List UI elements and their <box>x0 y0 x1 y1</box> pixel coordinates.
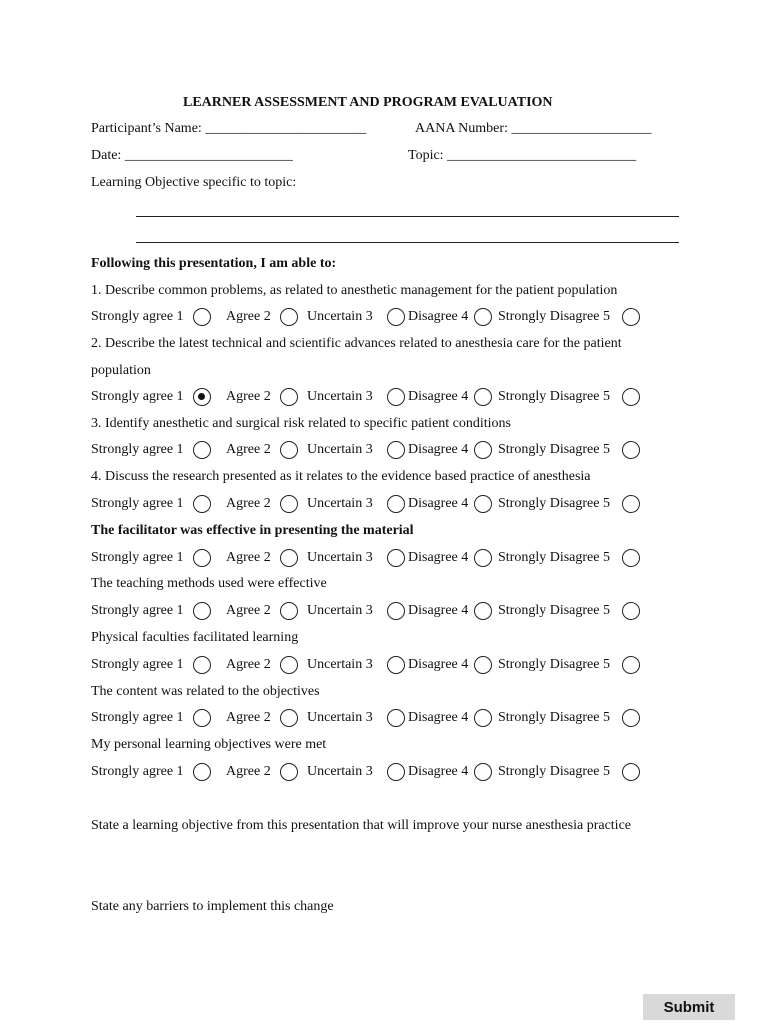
agree-radio[interactable] <box>280 709 298 727</box>
date-label: Date: <box>91 148 125 163</box>
strongly-agree-radio[interactable] <box>193 709 211 727</box>
agree-radio[interactable] <box>280 549 298 567</box>
strongly-disagree-radio[interactable] <box>622 308 640 326</box>
strongly-agree-radio[interactable] <box>193 441 211 459</box>
uncertain-label: Uncertain 3 <box>307 764 373 779</box>
participant-name-label: Participant’s Name: <box>91 121 206 136</box>
agree-label: Agree 2 <box>226 764 271 779</box>
strongly-agree-radio[interactable] <box>193 549 211 567</box>
disagree-radio[interactable] <box>474 709 492 727</box>
strongly-disagree-label: Strongly Disagree 5 <box>498 603 610 618</box>
disagree-label: Disagree 4 <box>408 442 469 457</box>
disagree-label: Disagree 4 <box>408 496 469 511</box>
strongly-agree-radio[interactable] <box>193 308 211 326</box>
aana-number-label: AANA Number: <box>415 121 512 136</box>
disagree-label: Disagree 4 <box>408 389 469 404</box>
uncertain-label: Uncertain 3 <box>307 389 373 404</box>
disagree-radio[interactable] <box>474 308 492 326</box>
strongly-agree-label: Strongly agree 1 <box>91 764 184 779</box>
disagree-label: Disagree 4 <box>408 309 469 324</box>
strongly-disagree-radio[interactable] <box>622 549 640 567</box>
strongly-agree-label: Strongly agree 1 <box>91 442 184 457</box>
date-field[interactable] <box>91 148 293 164</box>
disagree-radio[interactable] <box>474 656 492 674</box>
agree-label: Agree 2 <box>226 710 271 725</box>
topic-field[interactable] <box>408 148 636 164</box>
strongly-disagree-label: Strongly Disagree 5 <box>498 657 610 672</box>
strongly-disagree-label: Strongly Disagree 5 <box>498 442 610 457</box>
aana-number-blank[interactable]: ____________________ <box>511 121 652 136</box>
strongly-disagree-label: Strongly Disagree 5 <box>498 550 610 565</box>
disagree-radio[interactable] <box>474 763 492 781</box>
agree-radio[interactable] <box>280 308 298 326</box>
question-text: 4. Discuss the research presented as it relates to the evidence based practice of anesthesia <box>91 469 591 484</box>
strongly-agree-label: Strongly agree 1 <box>91 603 184 618</box>
strongly-disagree-label: Strongly Disagree 5 <box>498 710 610 725</box>
strongly-disagree-radio[interactable] <box>622 388 640 406</box>
topic-label: Topic: <box>408 148 448 163</box>
strongly-agree-label: Strongly agree 1 <box>91 550 184 565</box>
learning-objective-label: Learning Objective specific to topic: <box>91 175 297 190</box>
agree-label: Agree 2 <box>226 309 271 324</box>
strongly-agree-label: Strongly agree 1 <box>91 710 184 725</box>
agree-radio[interactable] <box>280 441 298 459</box>
uncertain-radio[interactable] <box>387 495 405 513</box>
uncertain-radio[interactable] <box>387 549 405 567</box>
question-text: Physical faculties facilitated learning <box>91 630 299 645</box>
uncertain-radio[interactable] <box>387 308 405 326</box>
question-text: The facilitator was effective in presenting the material <box>91 523 414 538</box>
uncertain-radio[interactable] <box>387 388 405 406</box>
question-text: My personal learning objectives were met <box>91 737 327 752</box>
strongly-disagree-radio[interactable] <box>622 441 640 459</box>
agree-label: Agree 2 <box>226 496 271 511</box>
strongly-disagree-radio[interactable] <box>622 602 640 620</box>
uncertain-label: Uncertain 3 <box>307 657 373 672</box>
uncertain-label: Uncertain 3 <box>307 710 373 725</box>
agree-label: Agree 2 <box>226 550 271 565</box>
disagree-radio[interactable] <box>474 549 492 567</box>
question-text-continued: population <box>91 363 151 378</box>
disagree-radio[interactable] <box>474 388 492 406</box>
agree-radio[interactable] <box>280 602 298 620</box>
submit-button[interactable]: Submit <box>643 994 735 1020</box>
uncertain-label: Uncertain 3 <box>307 309 373 324</box>
uncertain-label: Uncertain 3 <box>307 603 373 618</box>
uncertain-radio[interactable] <box>387 709 405 727</box>
participant-name-blank[interactable]: _______________________ <box>205 121 367 136</box>
strongly-disagree-radio[interactable] <box>622 495 640 513</box>
agree-label: Agree 2 <box>226 603 271 618</box>
disagree-label: Disagree 4 <box>408 764 469 779</box>
agree-radio[interactable] <box>280 763 298 781</box>
learning-objective-line-1[interactable] <box>136 216 679 217</box>
participant-name-field[interactable] <box>91 121 366 137</box>
strongly-disagree-radio[interactable] <box>622 763 640 781</box>
disagree-label: Disagree 4 <box>408 657 469 672</box>
question-text: 2. Describe the latest technical and scientific advances related to anesthesia care for the patient <box>91 336 622 351</box>
uncertain-radio[interactable] <box>387 763 405 781</box>
topic-blank[interactable]: ___________________________ <box>447 148 637 163</box>
strongly-disagree-label: Strongly Disagree 5 <box>498 764 610 779</box>
uncertain-radio[interactable] <box>387 602 405 620</box>
open-question-2: State any barriers to implement this change <box>91 899 334 914</box>
strongly-agree-radio[interactable] <box>193 602 211 620</box>
strongly-agree-radio[interactable] <box>193 388 211 406</box>
question-text: 3. Identify anesthetic and surgical risk related to specific patient conditions <box>91 416 511 431</box>
disagree-label: Disagree 4 <box>408 603 469 618</box>
strongly-agree-radio[interactable] <box>193 495 211 513</box>
agree-radio[interactable] <box>280 388 298 406</box>
uncertain-label: Uncertain 3 <box>307 550 373 565</box>
agree-label: Agree 2 <box>226 389 271 404</box>
uncertain-radio[interactable] <box>387 656 405 674</box>
uncertain-label: Uncertain 3 <box>307 496 373 511</box>
strongly-agree-label: Strongly agree 1 <box>91 389 184 404</box>
disagree-label: Disagree 4 <box>408 550 469 565</box>
disagree-radio[interactable] <box>474 602 492 620</box>
agree-label: Agree 2 <box>226 442 271 457</box>
strongly-disagree-label: Strongly Disagree 5 <box>498 389 610 404</box>
disagree-label: Disagree 4 <box>408 710 469 725</box>
strongly-agree-radio[interactable] <box>193 763 211 781</box>
strongly-disagree-label: Strongly Disagree 5 <box>498 496 610 511</box>
uncertain-label: Uncertain 3 <box>307 442 373 457</box>
agree-radio[interactable] <box>280 495 298 513</box>
date-blank[interactable]: ________________________ <box>124 148 293 163</box>
agree-label: Agree 2 <box>226 657 271 672</box>
aana-number-field[interactable] <box>415 121 651 137</box>
strongly-agree-radio[interactable] <box>193 656 211 674</box>
strongly-agree-label: Strongly agree 1 <box>91 496 184 511</box>
disagree-radio[interactable] <box>474 441 492 459</box>
strongly-disagree-radio[interactable] <box>622 656 640 674</box>
question-text: 1. Describe common problems, as related to anesthetic management for the patient population <box>91 283 618 298</box>
disagree-radio[interactable] <box>474 495 492 513</box>
strongly-disagree-label: Strongly Disagree 5 <box>498 309 610 324</box>
uncertain-radio[interactable] <box>387 441 405 459</box>
form-title: LEARNER ASSESSMENT AND PROGRAM EVALUATION <box>183 95 553 110</box>
agree-radio[interactable] <box>280 656 298 674</box>
strongly-agree-label: Strongly agree 1 <box>91 657 184 672</box>
question-text: The teaching methods used were effective <box>91 576 327 591</box>
strongly-agree-label: Strongly agree 1 <box>91 309 184 324</box>
strongly-disagree-radio[interactable] <box>622 709 640 727</box>
learning-objective-line-2[interactable] <box>136 242 679 243</box>
question-text: The content was related to the objectives <box>91 684 320 699</box>
open-question-1: State a learning objective from this presentation that will improve your nurse anesthesia practice <box>91 818 631 833</box>
section-heading: Following this presentation, I am able to: <box>91 256 337 271</box>
